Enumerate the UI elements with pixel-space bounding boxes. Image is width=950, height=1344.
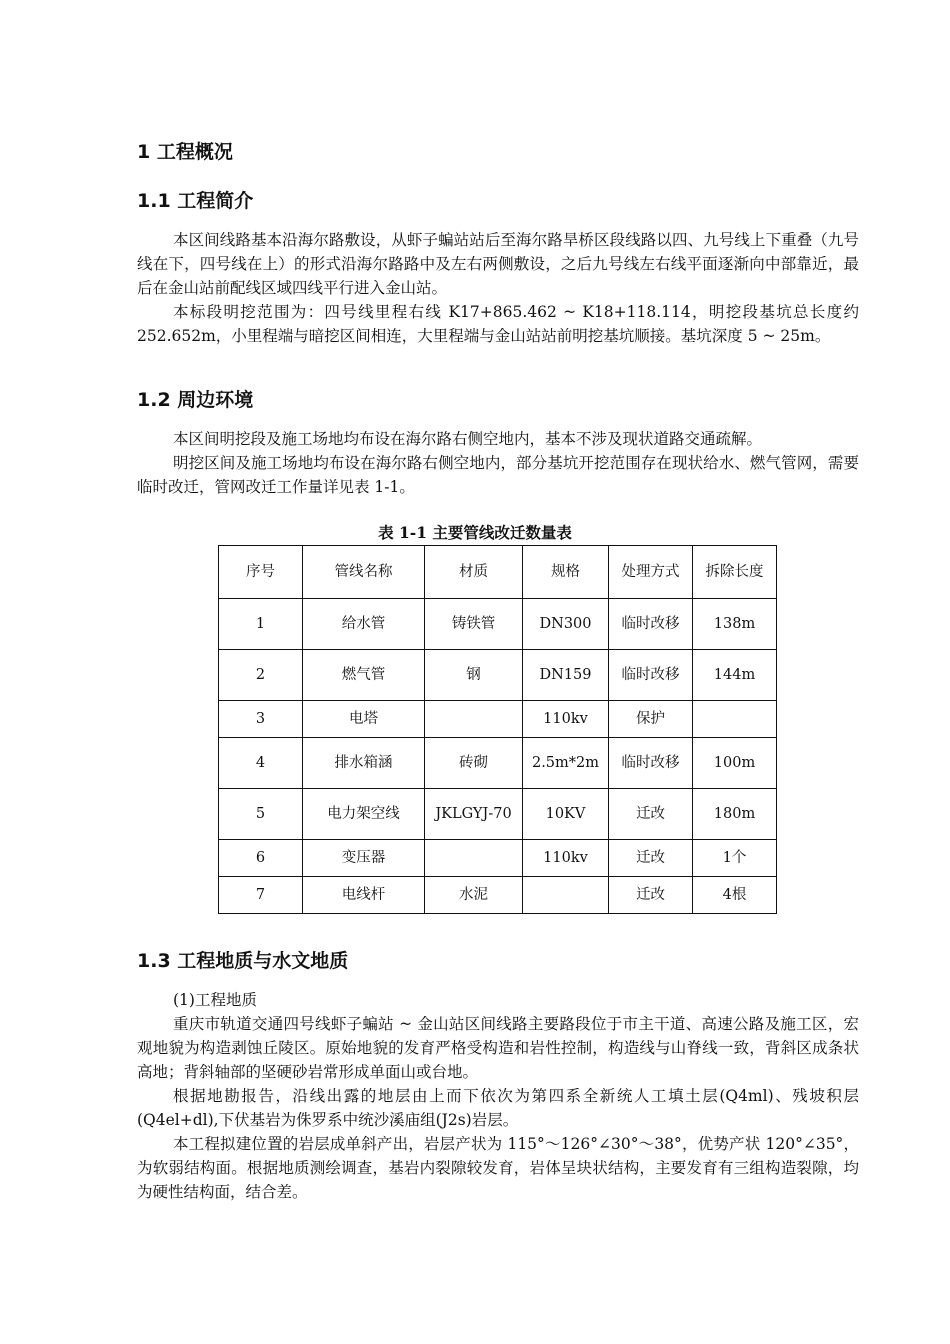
table-cell: 1个 <box>693 840 777 877</box>
table-cell: 给水管 <box>303 599 425 650</box>
table-cell: 138m <box>693 599 777 650</box>
table-cell: 钢 <box>425 650 523 701</box>
table-row <box>219 599 777 650</box>
table-cell: 临时改移 <box>609 650 693 701</box>
table-cell: 7 <box>219 877 303 914</box>
table-cell: 110kv <box>523 701 609 738</box>
environment-paragraph-1: 本区间明挖段及施工场地均布设在海尔路右侧空地内，基本不涉及现状道路交通疏解。 <box>173 430 763 448</box>
table-cell: 电线杆 <box>303 877 425 914</box>
table-cell: 临时改移 <box>609 738 693 789</box>
geology-paragraph-1: 重庆市轨道交通四号线虾子蝙站 ~ 金山站区间线路主要路段位于市主干道、高速公路及施工区，宏观地貌为构造剥蚀丘陵区。原始地貌的发育严格受构造和岩性控制，构造线与山脊线一致，背斜区成条状高地；背斜轴部的坚硬砂岩常形成单面山或台地。 <box>137 1015 859 1081</box>
table-cell <box>425 701 523 738</box>
geology-subheading: (1)工程地质 <box>173 991 257 1009</box>
table-cell: 砖砌 <box>425 738 523 789</box>
geology-paragraphs <box>137 988 859 1204</box>
table-row <box>219 650 777 701</box>
intro-paragraph-2: 本标段明挖范围为：四号线里程右线 K17+865.462 ~ K18+118.114，明挖段基坑总长度约 252.652m，小里程端与暗挖区间相连，大里程端与金山站站前明挖基坑顺接。基坑深度 5 ~ 25m。 <box>137 303 859 345</box>
table-cell: 电力架空线 <box>303 789 425 840</box>
table-cell: 铸铁管 <box>425 599 523 650</box>
table-cell: 180m <box>693 789 777 840</box>
table-cell: 电塔 <box>303 701 425 738</box>
table-row <box>219 877 777 914</box>
table-cell <box>523 877 609 914</box>
section-heading-1: 1 工程概况 <box>137 141 233 163</box>
table-cell: 5 <box>219 789 303 840</box>
table-row <box>219 840 777 877</box>
table-cell: 2.5m*2m <box>523 738 609 789</box>
pipeline-relocation-table <box>218 545 777 914</box>
header-cell: 处理方式 <box>609 546 693 599</box>
section-heading-1-3: 1.3 工程地质与水文地质 <box>137 950 349 972</box>
table-cell: 4 <box>219 738 303 789</box>
table-cell: 变压器 <box>303 840 425 877</box>
geology-paragraph-3: 本工程拟建位置的岩层成单斜产出，岩层产状为 115°～126°∠30°～38°，优势产状 120°∠35°，为软弱结构面。根据地质测绘调查，基岩内裂隙较发育，岩体呈块状结构，主要发育有三组构造裂隙，均为硬性结构面，结合差。 <box>137 1135 859 1201</box>
geology-paragraph-2: 根据地勘报告，沿线出露的地层由上而下依次为第四系全新统人工填土层(Q4ml)、残坡积层(Q4el+dl),下伏基岩为侏罗系中统沙溪庙组(J2s)岩层。 <box>137 1087 859 1129</box>
table-header-row <box>219 546 777 599</box>
table-row <box>219 789 777 840</box>
header-cell: 序号 <box>219 546 303 599</box>
table-cell: JKLGYJ-70 <box>425 789 523 840</box>
table-cell: 1 <box>219 599 303 650</box>
table-cell: 144m <box>693 650 777 701</box>
header-cell: 材质 <box>425 546 523 599</box>
table-cell: 燃气管 <box>303 650 425 701</box>
table-row <box>219 738 777 789</box>
table-cell: DN159 <box>523 650 609 701</box>
table-cell: 迁改 <box>609 877 693 914</box>
table-cell: 2 <box>219 650 303 701</box>
table-cell: 6 <box>219 840 303 877</box>
table-cell: 100m <box>693 738 777 789</box>
intro-paragraph-1: 本区间线路基本沿海尔路敷设，从虾子蝙站站后至海尔路旱桥区段线路以四、九号线上下重叠（九号线在下，四号线在上）的形式沿海尔路路中及左右两侧敷设，之后九号线左右线平面逐渐向中部靠近，最后在金山站前配线区域四线平行进入金山站。 <box>137 231 859 297</box>
table-cell <box>425 840 523 877</box>
table-cell: 4根 <box>693 877 777 914</box>
table-row <box>219 701 777 738</box>
table-cell: 110kv <box>523 840 609 877</box>
intro-paragraphs <box>137 228 859 348</box>
table-cell <box>693 701 777 738</box>
header-cell: 管线名称 <box>303 546 425 599</box>
section-heading-1-1: 1.1 工程简介 <box>137 190 254 212</box>
table-caption: 表 1-1 主要管线改迁数量表 <box>378 523 572 542</box>
header-cell: 规格 <box>523 546 609 599</box>
table-cell: 10KV <box>523 789 609 840</box>
table-cell: 保护 <box>609 701 693 738</box>
table-cell: 迁改 <box>609 840 693 877</box>
table-cell: 临时改移 <box>609 599 693 650</box>
table-cell: 迁改 <box>609 789 693 840</box>
header-cell: 拆除长度 <box>693 546 777 599</box>
table-cell: 3 <box>219 701 303 738</box>
environment-paragraph-2: 明挖区间及施工场地均布设在海尔路右侧空地内，部分基坑开挖范围存在现状给水、燃气管网，需要临时改迁，管网改迁工作量详见表 1-1。 <box>137 454 859 496</box>
environment-paragraphs <box>137 427 859 499</box>
table-cell: 排水箱涵 <box>303 738 425 789</box>
table-cell: 水泥 <box>425 877 523 914</box>
section-heading-1-2: 1.2 周边环境 <box>137 389 254 411</box>
table-cell: DN300 <box>523 599 609 650</box>
